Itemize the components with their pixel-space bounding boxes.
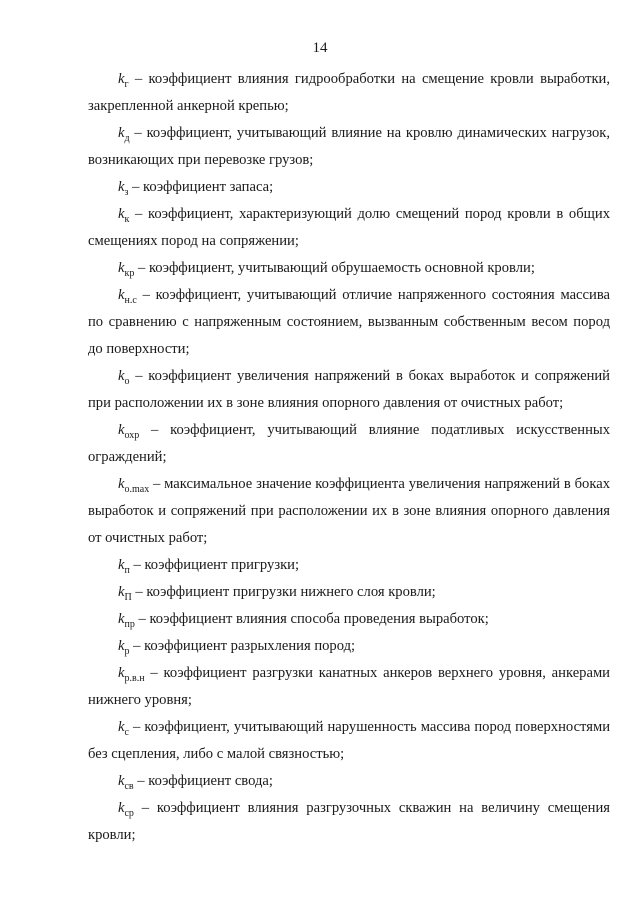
symbol-base: k xyxy=(118,611,125,627)
definition-entry xyxy=(88,795,610,849)
definition-text: – максимальное значение коэффициента увеличения напряжений в боках выработок и сопряжений при расположении их в зоне влияния опорного давления от очистных работ; xyxy=(88,476,610,546)
symbol xyxy=(118,179,129,198)
symbol-subscript: п xyxy=(124,564,130,576)
definition-text: – коэффициент пригрузки; xyxy=(129,557,300,573)
definition-text: – коэффициент увеличения напряжений в боках выработок и сопряжений при расположении их в зоне влияния опорного давления от очистных работ; xyxy=(88,368,610,411)
symbol-subscript: св xyxy=(124,780,134,792)
definition-text: – коэффициент влияния разгрузочных скважин на величину смещения кровли; xyxy=(88,800,610,843)
symbol-subscript: П xyxy=(124,591,132,603)
definition-entry xyxy=(88,471,610,552)
symbol-base: k xyxy=(118,206,125,222)
definition-entry xyxy=(88,768,610,795)
symbol-base: k xyxy=(118,260,125,276)
definition-text: – коэффициент, учитывающий отличие напряженного состояния массива по сравнению с напряженным состоянием, вызванным собственным весом пород до поверхности; xyxy=(88,287,610,357)
symbol xyxy=(118,368,130,387)
symbol-base: k xyxy=(118,476,125,492)
definition-text: – коэффициент разгрузки канатных анкеров верхнего уровня, анкерами нижнего уровня; xyxy=(88,665,610,708)
symbol-base: k xyxy=(118,584,125,600)
symbol-subscript: с xyxy=(124,726,129,738)
symbol-base: k xyxy=(118,557,125,573)
definition-entry xyxy=(88,66,610,120)
symbol-base: k xyxy=(118,179,125,195)
definition-text: – коэффициент пригрузки нижнего слоя кровли; xyxy=(131,584,436,600)
definition-entry xyxy=(88,606,610,633)
definition-entry xyxy=(88,552,610,579)
symbol xyxy=(118,665,145,684)
symbol-base: k xyxy=(118,665,125,681)
symbol xyxy=(118,206,130,225)
definition-entry xyxy=(88,417,610,471)
symbol-subscript: кр xyxy=(124,267,135,279)
symbol-base: k xyxy=(118,368,125,384)
definition-text: – коэффициент, учитывающий влияние на кровлю динамических нагрузок, возникающих при перевозке грузов; xyxy=(88,125,610,168)
symbol-subscript: к xyxy=(124,213,130,225)
definition-entry xyxy=(88,174,610,201)
symbol-subscript: р.в.н xyxy=(124,672,145,684)
symbol-base: k xyxy=(118,125,125,141)
definition-text: – коэффициент, учитывающий обрушаемость основной кровли; xyxy=(134,260,535,276)
definition-text: – коэффициент, характеризующий долю смещений пород кровли в общих смещениях пород на сопряжении; xyxy=(88,206,610,249)
definition-entry xyxy=(88,714,610,768)
symbol-definitions xyxy=(88,66,610,849)
definition-text: – коэффициент разрыхления пород; xyxy=(129,638,356,654)
symbol-base: k xyxy=(118,800,125,816)
symbol xyxy=(118,260,135,279)
symbol xyxy=(118,719,129,738)
symbol xyxy=(118,638,130,657)
symbol xyxy=(118,71,129,90)
symbol-subscript: пр xyxy=(124,618,135,630)
symbol-subscript: ср xyxy=(124,807,134,819)
symbol xyxy=(118,422,140,441)
definition-entry xyxy=(88,120,610,174)
symbol xyxy=(118,125,130,144)
definition-entry xyxy=(88,633,610,660)
symbol xyxy=(118,557,130,576)
definition-entry xyxy=(88,282,610,363)
symbol-subscript: о xyxy=(124,375,130,387)
symbol-base: k xyxy=(118,773,125,789)
symbol-subscript: о.max xyxy=(124,483,150,495)
symbol-base: k xyxy=(118,287,125,303)
symbol-subscript: охр xyxy=(124,429,140,441)
definition-text: – коэффициент, учитывающий влияние податливых искусственных ограждений; xyxy=(88,422,610,465)
definition-text: – коэффициент запаса; xyxy=(128,179,274,195)
symbol-subscript: д xyxy=(124,132,130,144)
page-number: 14 xyxy=(312,40,328,56)
definition-text: – коэффициент, учитывающий нарушенность массива пород поверхностями без сцепления, либо с малой связностью; xyxy=(88,719,610,762)
symbol-subscript: з xyxy=(124,186,129,198)
definition-entry xyxy=(88,579,610,606)
symbol xyxy=(118,584,132,603)
definition-entry xyxy=(88,660,610,714)
symbol-base: k xyxy=(118,638,125,654)
symbol xyxy=(118,773,134,792)
symbol-subscript: г xyxy=(124,78,129,90)
definition-entry xyxy=(88,255,610,282)
symbol xyxy=(118,611,135,630)
symbol-base: k xyxy=(118,71,125,87)
symbol xyxy=(118,476,150,495)
definition-entry xyxy=(88,201,610,255)
definition-text: – коэффициент свода; xyxy=(133,773,273,789)
definition-text: – коэффициент влияния способа проведения выработок; xyxy=(134,611,489,627)
definition-text: – коэффициент влияния гидрообработки на смещение кровли выработки, закрепленной анкерной крепью; xyxy=(88,71,610,114)
symbol-subscript: н.с xyxy=(124,294,137,306)
symbol xyxy=(118,287,137,306)
symbol-base: k xyxy=(118,719,125,735)
definition-entry xyxy=(88,363,610,417)
symbol xyxy=(118,800,134,819)
symbol-base: k xyxy=(118,422,125,438)
symbol-subscript: р xyxy=(124,645,130,657)
